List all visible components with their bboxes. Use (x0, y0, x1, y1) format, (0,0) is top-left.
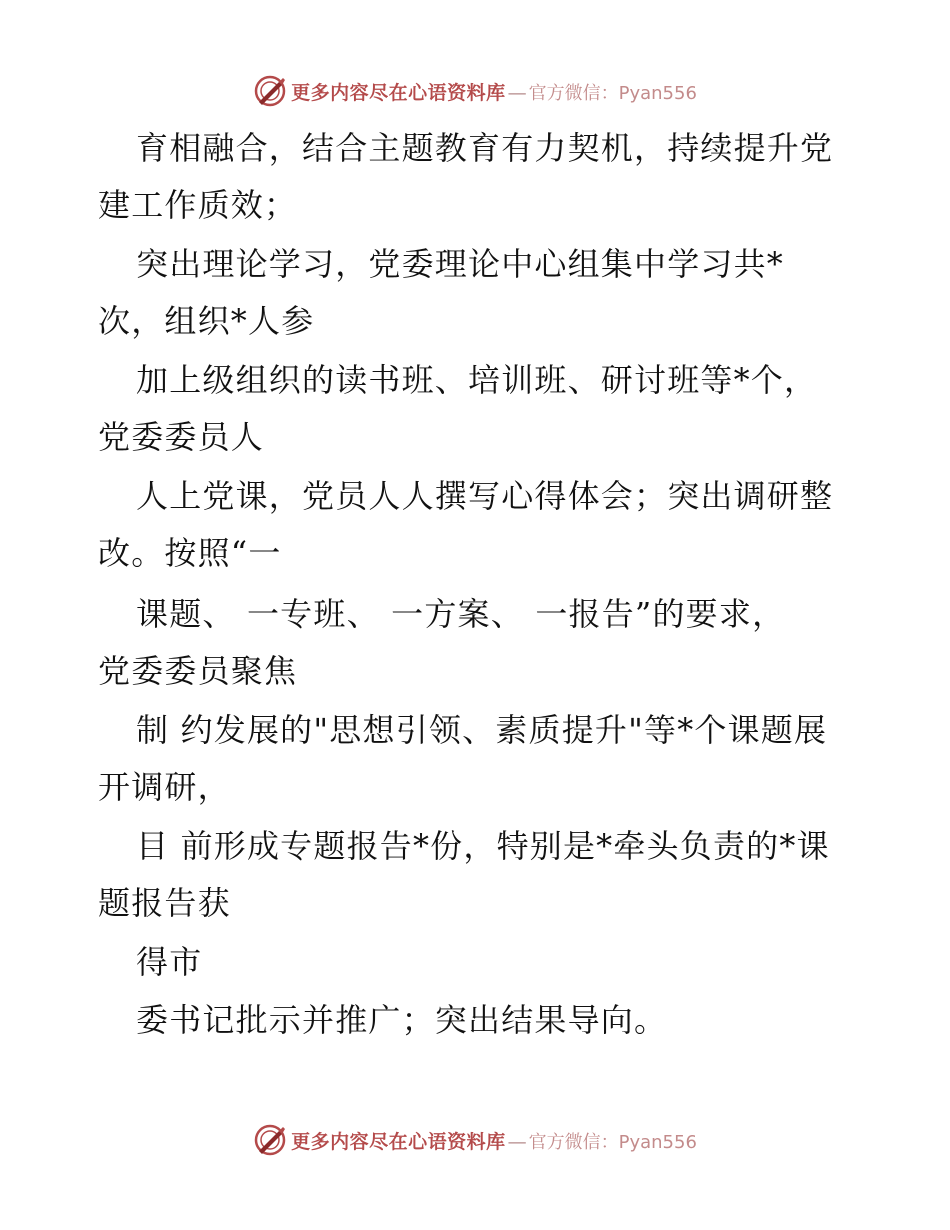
body-line: 得市 (136, 943, 203, 981)
pen-logo-icon (253, 1123, 287, 1157)
body-line: 人上党课，党员人人撰写心得体会；突出调研整 (136, 477, 834, 515)
body-line: 目 前形成专题报告*份，特别是*牵头负责的*课 (136, 827, 830, 865)
body-line: 育相融合，结合主题教育有力契机，持续提升党 (136, 129, 834, 167)
body-line: 次，组织*人参 (98, 302, 315, 340)
body-line: 改。按照“一 (98, 534, 282, 572)
footer-dash: — (507, 1130, 527, 1153)
footer-title: 更多内容尽在心语资料库 (291, 1130, 506, 1153)
header-contact: 官方微信：Pyan556 (528, 82, 697, 104)
body-line: 开调研， (98, 768, 231, 806)
header-title: 更多内容尽在心语资料库 (291, 81, 506, 104)
pen-logo-icon (253, 74, 287, 108)
header-dash: — (507, 81, 527, 104)
body-line: 委书记批示并推广；突出结果导向。 (136, 1001, 668, 1039)
footer-contact: 官方微信：Pyan556 (528, 1131, 697, 1153)
body-line: 党委委员聚焦 (98, 652, 298, 690)
body-line: 制 约发展的"思想引领、素质提升"等*个课题展 (136, 711, 828, 749)
body-line: 党委委员人 (98, 418, 265, 456)
body-line: 建工作质效； (98, 186, 298, 224)
footer-banner (0, 1120, 950, 1160)
body-line: 题报告获 (98, 884, 231, 922)
body-line: 课题、 一专班、 一方案、 一报告”的要求， (136, 595, 786, 633)
body-line: 加上级组织的读书班、培训班、研讨班等*个， (136, 361, 818, 399)
body-line: 突出理论学习，党委理论中心组集中学习共* (136, 245, 785, 283)
header-banner (0, 71, 950, 111)
